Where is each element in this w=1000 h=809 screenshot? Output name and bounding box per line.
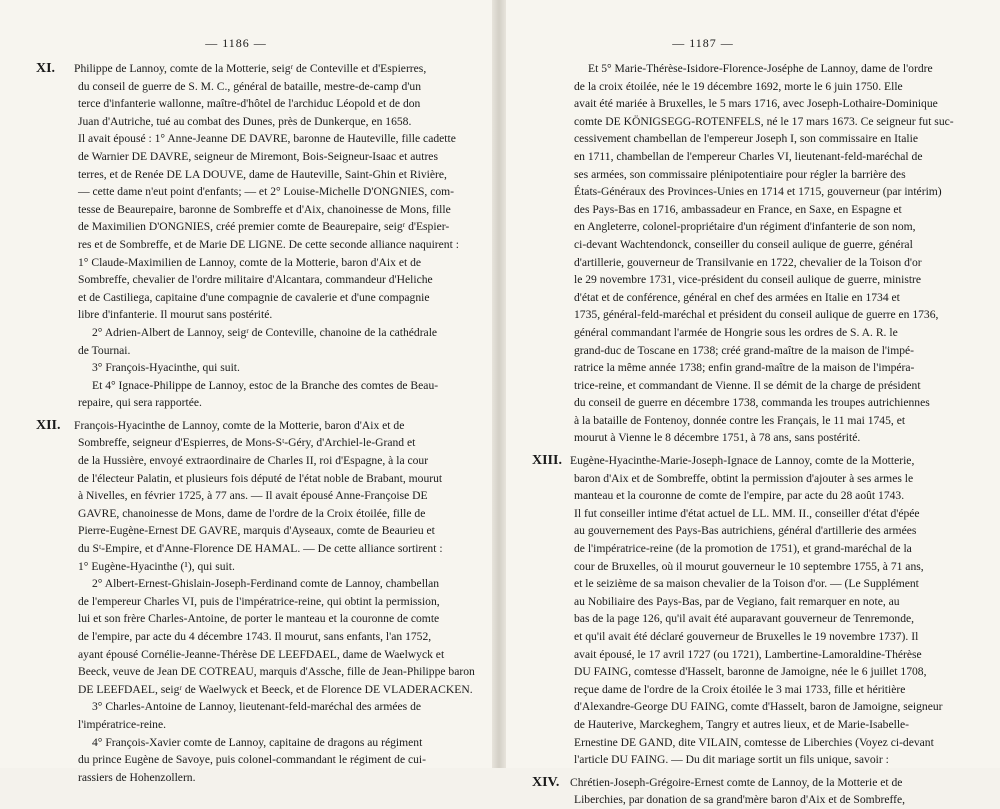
- text-line: [532, 394, 972, 412]
- line-text: 1735, général-feld-maréchal et président du conseil aulique de guerre en 1736,: [574, 308, 939, 322]
- line-text: de Hauterive, Marckeghem, Tangry et autres lieux, et de Marie-Isabelle-: [574, 717, 910, 731]
- text-line: [532, 429, 972, 447]
- text-line: [36, 183, 462, 201]
- text-line: [532, 716, 972, 734]
- text-line: [36, 148, 462, 166]
- line-text: DE LEEFDAEL, seigʳ de Waelwyck et Beeck, et de Florence DE VLADERACKEN.: [78, 682, 473, 696]
- line-text: des Pays-Bas en 1716, ambassadeur en France, en Saxe, en Espagne et: [574, 202, 902, 216]
- text-line: [532, 289, 972, 307]
- right-page-text: [532, 60, 972, 809]
- line-text: du Sᵗ-Empire, et d'Anne-Florence DE HAMAL. — De cette alliance sortirent :: [78, 542, 443, 556]
- line-text: 3° Charles-Antoine de Lannoy, lieutenant-feld-maréchal des armées de: [92, 700, 422, 714]
- left-page: [0, 0, 492, 784]
- text-line: [36, 434, 462, 452]
- text-line: [36, 236, 462, 254]
- text-line: [36, 540, 462, 558]
- line-text: et le seizième de sa maison chevalier de la Toison d'or. — (Le Supplément: [574, 577, 919, 591]
- text-line: [532, 791, 972, 809]
- text-line: [36, 271, 462, 289]
- line-text: de la Hussière, envoyé extraordinaire de Charles II, roi d'Espagne, à la cour: [78, 454, 429, 468]
- page-number-right: — 1187 —: [672, 36, 734, 50]
- line-text: bas de la page 126, qu'il avait été auparavant gouverneur de Tenremonde,: [574, 612, 915, 626]
- text-line: [36, 130, 462, 148]
- line-text: en 1711, chambellan de l'empereur Charles VI, lieutenant-feld-maréchal de: [574, 149, 923, 163]
- line-text: manteau et la couronne de comte de l'empire, par acte du 28 août 1743.: [574, 489, 905, 503]
- line-text: ses armées, son commissaire plénipotentiaire pour régler la barrière des: [574, 167, 906, 181]
- generation-numeral: XIV.: [532, 774, 560, 790]
- text-line: [36, 166, 462, 184]
- text-line: [36, 716, 462, 734]
- text-line: [36, 306, 462, 324]
- text-line: [532, 201, 972, 219]
- line-text: terce d'infanterie wallonne, maître-d'hôtel de l'archiduc Léopold et de don: [78, 97, 421, 111]
- line-text: de l'empereur Charles VI, puis de l'impératrice-reine, qui obtint la permission,: [78, 594, 440, 608]
- text-line: [36, 218, 462, 236]
- text-line: [36, 470, 462, 488]
- line-text: res et de Sombreffe, et de Marie DE LIGNE. De cette seconde alliance naquirent :: [78, 237, 459, 251]
- line-text: l'impératrice-reine.: [78, 717, 167, 731]
- line-text: Et 5° Marie-Thérèse-Isidore-Florence-Joséphe de Lannoy, dame de l'ordre: [588, 62, 933, 75]
- line-text: de la croix étoilée, née le 19 décembre 1692, morte le 6 juin 1750. Elle: [574, 79, 903, 93]
- line-text: ci-devant Wachtendonck, conseiller du conseil aulique de guerre, général: [574, 237, 913, 251]
- text-line: [532, 148, 972, 166]
- text-line: [532, 95, 972, 113]
- line-text: du conseil de guerre en décembre 1738, commanda les troupes autrichiennes: [574, 396, 930, 410]
- line-text: 2° Albert-Ernest-Ghislain-Joseph-Ferdinand comte de Lannoy, chambellan: [92, 577, 440, 591]
- text-line: [36, 646, 462, 664]
- line-text: de Warnier DE DAVRE, seigneur de Miremont, Bois-Seigneur-Isaac et autres: [78, 149, 438, 163]
- text-line: [36, 78, 462, 96]
- text-line: [36, 254, 462, 272]
- text-line: [532, 558, 972, 576]
- text-line: [532, 646, 972, 664]
- text-line: [36, 289, 462, 307]
- line-text: 2° Adrien-Albert de Lannoy, seigʳ de Conteville, chanoine de la cathédrale: [92, 325, 438, 339]
- text-line: [532, 470, 972, 488]
- line-text: repaire, qui sera rapportée.: [78, 396, 202, 410]
- text-line: [36, 751, 462, 769]
- line-text: ayant épousé Cornélie-Jeanne-Thérèse DE LEEFDAEL, dame de Waelwyck et: [78, 647, 445, 661]
- line-text: de Tournai.: [78, 343, 131, 357]
- text-line: [532, 610, 972, 628]
- text-line: [36, 417, 462, 435]
- text-line: [532, 113, 972, 131]
- text-line: [36, 394, 462, 412]
- text-line: [532, 183, 972, 201]
- line-text: Chrétien-Joseph-Grégoire-Ernest comte de Lannoy, de la Motterie et de: [570, 775, 903, 789]
- line-text: 1° Eugène-Hyacinthe (¹), qui suit.: [78, 559, 235, 573]
- text-line: [36, 698, 462, 716]
- line-text: grand-duc de Toscane en 1738; créé grand-maître de la maison de l'impé-: [574, 343, 915, 357]
- text-line: [532, 505, 972, 523]
- text-line: [36, 487, 462, 505]
- text-line: [36, 575, 462, 593]
- line-text: à la bataille de Fontenoy, donnée contre les Français, le 11 mai 1745, et: [574, 413, 906, 427]
- line-text: à Nivelles, en février 1725, à 77 ans. — Il avait épousé Anne-Françoise DE: [78, 489, 428, 503]
- line-text: rassiers de Hohenzollern.: [78, 770, 196, 784]
- text-line: [36, 681, 473, 699]
- line-text: Il avait épousé : 1° Anne-Jeanne DE DAVRE, baronne de Hauteville, fille cadette: [78, 132, 456, 146]
- line-text: du prince Eugène de Savoye, puis colonel-commandant le régiment de cui-: [78, 753, 427, 767]
- text-line: [36, 201, 462, 219]
- generation-numeral: XI.: [36, 61, 56, 76]
- text-line: [532, 522, 972, 540]
- line-text: Il fut conseiller intime d'état actuel de LL. MM. II., conseiller d'état d'épée: [574, 506, 920, 520]
- text-line: [532, 487, 972, 505]
- line-text: — cette dame n'eut point d'enfants; — et 2° Louise-Michelle D'ONGNIES, com-: [78, 185, 455, 199]
- line-text: Sombreffe, seigneur d'Espierres, de Mons-Sᵗ-Géry, d'Archiel-le-Grand et: [78, 436, 416, 450]
- right-page: [506, 0, 1000, 807]
- line-text: 4° François-Xavier comte de Lannoy, capitaine de dragons au régiment: [92, 735, 423, 749]
- text-line: [36, 452, 462, 470]
- text-line: [532, 359, 972, 377]
- line-text: DU FAING, comtesse d'Hasselt, baronne de Jamoigne, née le 6 juillet 1708,: [574, 665, 927, 679]
- line-text: en Angleterre, colonel-propriétaire d'un régiment d'infanterie de son nom,: [574, 220, 916, 234]
- line-text: du conseil de guerre de S. M. C., général de bataille, mestre-de-camp d'un: [78, 79, 422, 93]
- line-text: au gouvernement des Pays-Bas autrichiens, général d'artillerie des armées: [574, 524, 917, 538]
- line-text: et de Castiliega, capitaine d'une compagnie de cavalerie et d'une compagnie: [78, 290, 430, 304]
- page-number-left: — 1186 —: [205, 36, 267, 50]
- line-text: reçue dame de l'ordre de la Croix étoilée le 3 mai 1733, fille et héritière: [574, 682, 906, 696]
- text-line: [532, 306, 972, 324]
- text-line: [532, 342, 972, 360]
- line-text: trice-reine, et commandant de Vienne. Il se démit de la charge de président: [574, 378, 921, 392]
- line-text: libre d'infanterie. Il mourut sans postérité.: [78, 308, 273, 322]
- line-text: Philippe de Lannoy, comte de la Motterie, seigʳ de Conteville et d'Espierres,: [74, 62, 427, 75]
- book-gutter: [492, 0, 506, 768]
- line-text: Eugène-Hyacinthe-Marie-Joseph-Ignace de Lannoy, comte de la Motterie,: [570, 454, 915, 468]
- line-text: baron d'Aix et de Sombreffe, obtint la permission d'ajouter à ses armes le: [574, 471, 914, 485]
- left-page-text: [36, 60, 475, 786]
- line-text: lui et son frère Charles-Antoine, de porter le manteau et la couronne de comte: [78, 612, 440, 626]
- line-text: mourut à Vienne le 8 décembre 1751, à 78 ans, sans postérité.: [574, 431, 861, 445]
- line-text: avait épousé, le 17 avril 1727 (ou 1721), Lambertine-Lamoraldine-Thérèse: [574, 647, 922, 661]
- text-line: [36, 377, 462, 395]
- line-text: de l'électeur Palatin, et plusieurs fois député de l'état noble de Brabant, mourut: [78, 471, 443, 485]
- text-line: [532, 774, 972, 792]
- line-text: François-Hyacinthe de Lannoy, comte de la Motterie, baron d'Aix et de: [74, 418, 405, 432]
- line-text: d'état et de conférence, général en chef des armées en Italie en 1734 et: [574, 290, 900, 304]
- text-line: [36, 558, 462, 576]
- line-text: et qu'il avait été déclaré gouverneur de Bruxelles le 19 novembre 1737). Il: [574, 630, 919, 643]
- line-text: comte DE KÖNIGSEGG-ROTENFELS, né le 17 mars 1673. Ce seigneur fut suc-: [574, 114, 954, 128]
- text-line: [36, 505, 462, 523]
- text-line: [532, 130, 972, 148]
- text-line: [532, 734, 972, 752]
- line-text: cessivement chambellan de l'empereur Joseph I, son commissaire en Italie: [574, 132, 918, 146]
- text-line: [36, 734, 462, 752]
- text-line: [36, 663, 475, 681]
- line-text: 3° François-Hyacinthe, qui suit.: [92, 361, 240, 375]
- line-text: de l'impératrice-reine (de la promotion de 1751), et grand-maréchal de la: [574, 542, 912, 556]
- line-text: États-Généraux des Provinces-Unies en 1714 et 1715, gouverneur (par intérim): [574, 185, 942, 199]
- text-line: [532, 751, 972, 769]
- text-line: [532, 236, 972, 254]
- line-text: au Nobiliaire des Pays-Bas, par de Vegiano, fait remarquer en note, au: [574, 594, 900, 608]
- line-text: Ernestine DE GAND, dite VILAIN, comtesse de Liberchies (Voyez ci-devant: [574, 735, 934, 749]
- text-line: [36, 342, 462, 360]
- line-text: tesse de Beaurepaire, baronne de Sombreffe et d'Aix, chanoinesse de Mons, fille: [78, 202, 451, 216]
- text-line: [532, 412, 972, 430]
- line-text: avait été mariée à Bruxelles, le 5 mars 1716, avec Joseph-Lothaire-Dominique: [574, 97, 938, 111]
- line-text: l'article DU FAING. — Du dit mariage sortit un fils unique, savoir :: [574, 753, 889, 767]
- text-line: [36, 628, 462, 646]
- line-text: GAVRE, chanoinesse de Mons, dame de l'ordre de la Croix étoilée, fille de: [78, 506, 426, 520]
- line-text: Beeck, veuve de Jean DE COTREAU, marquis d'Assche, fille de Jean-Philippe baron: [78, 665, 475, 679]
- text-line: [532, 663, 972, 681]
- generation-numeral: XIII.: [532, 453, 562, 469]
- text-line: [532, 575, 972, 593]
- text-line: [36, 324, 462, 342]
- text-line: [532, 540, 972, 558]
- line-text: de Maximilien D'ONGNIES, créé premier comte de Beaurepaire, seigʳ d'Espier-: [78, 220, 450, 234]
- line-text: Pierre-Eugène-Ernest DE GAVRE, marquis d'Ayseaux, comte de Beaurieu et: [78, 524, 435, 538]
- text-line: [36, 359, 462, 377]
- text-line: [532, 593, 972, 611]
- line-text: le 29 novembre 1731, vice-président du conseil aulique de guerre, ministre: [574, 273, 922, 287]
- text-line: [532, 60, 972, 78]
- text-line: [532, 628, 972, 646]
- text-line: [532, 166, 972, 184]
- text-line: [532, 218, 972, 236]
- line-text: Et 4° Ignace-Philippe de Lannoy, estoc de la Branche des comtes de Beau-: [92, 378, 439, 392]
- text-line: [532, 452, 972, 470]
- line-text: d'artillerie, gouverneur de Transilvanie en 1722, chevalier de la Toison d'or: [574, 255, 922, 269]
- text-line: [36, 769, 462, 787]
- line-text: Juan d'Autriche, tué au combat des Dunes, près de Dunkerque, en 1658.: [78, 114, 412, 128]
- text-line: [36, 95, 462, 113]
- text-line: [532, 271, 972, 289]
- generation-numeral: XII.: [36, 417, 61, 433]
- line-text: 1° Claude-Maximilien de Lannoy, comte de la Motterie, baron d'Aix et de: [78, 255, 422, 269]
- line-text: général commandant l'armée de Hongrie sous les ordres de S. A. R. le: [574, 325, 898, 339]
- text-line: [532, 324, 972, 342]
- text-line: [532, 78, 972, 96]
- text-line: [532, 698, 972, 716]
- text-line: [36, 60, 462, 78]
- text-line: [532, 681, 972, 699]
- text-line: [532, 254, 972, 272]
- line-text: Sombreffe, chevalier de l'ordre militaire d'Alcantara, commandeur d'Heliche: [78, 273, 433, 287]
- text-line: [36, 113, 462, 131]
- line-text: de l'empire, par acte du 4 décembre 1743. Il mourut, sans enfants, l'an 1752,: [78, 630, 432, 643]
- line-text: d'Alexandre-George DU FAING, comte d'Hasselt, baron de Jamoigne, seigneur: [574, 700, 943, 714]
- line-text: Liberchies, par donation de sa grand'mère baron d'Aix et de Sombreffe,: [574, 793, 906, 807]
- text-line: [36, 610, 462, 628]
- text-line: [36, 593, 462, 611]
- line-text: ratrice la même année 1738; enfin grand-maître de la maison de l'impéra-: [574, 361, 915, 375]
- line-text: terres, et de Renée DE LA DOUVE, dame de Hauteville, Saint-Ghin et Rivière,: [78, 167, 447, 181]
- line-text: cour de Bruxelles, où il mourut gouverneur le 10 septembre 1755, à 71 ans,: [574, 559, 924, 573]
- text-line: [36, 522, 462, 540]
- text-line: [532, 377, 972, 395]
